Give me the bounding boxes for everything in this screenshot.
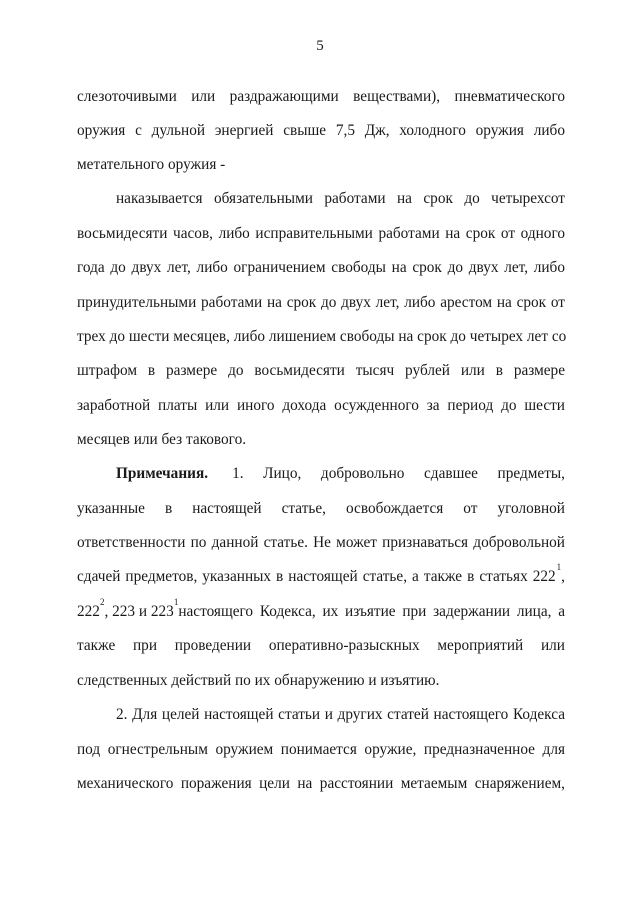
- note-heading: Примечания.: [116, 465, 209, 482]
- text-line: метательного оружия -: [77, 156, 226, 173]
- text-line: ответственности по данной статье. Не может признаваться добровольной: [77, 534, 565, 551]
- text-fragment: настоящего Кодекса, их изъятие при задержании лица, а: [178, 603, 565, 620]
- text-line: восьмидесяти часов, либо исправительными работами на срок от одного: [77, 225, 565, 242]
- text-line: под огнестрельным оружием понимается оружие, предназначенное для: [77, 741, 565, 758]
- superscript: 2: [99, 597, 105, 607]
- text-line: оружия с дульной энергией свыше 7,5 Дж, холодного оружия либо: [77, 122, 565, 139]
- text-fragment: 222: [77, 603, 100, 620]
- note-first-line: [116, 464, 565, 484]
- text-line: года до двух лет, либо ограничением свободы на срок до двух лет, либо: [77, 259, 565, 276]
- text-line: слезоточивыми или раздражающими веществами), пневматического: [77, 88, 565, 105]
- text-line: [77, 562, 565, 587]
- superscript: 1: [173, 597, 179, 607]
- text-fragment: ,: [561, 568, 565, 585]
- text-line: 2. Для целей настоящей статьи и других статей настоящего Кодекса: [116, 706, 565, 723]
- text-line: принудительными работами на срок до двух лет, либо арестом на срок от: [77, 294, 565, 311]
- note-text: 1. Лицо, добровольно сдавшее предметы,: [232, 465, 565, 482]
- text-fragment: сдачей предметов, указанных в настоящей статье, а также в статьях 222: [77, 568, 556, 585]
- text-line: наказывается обязательными работами на срок до четырехсот: [116, 190, 565, 207]
- text-line: также при проведении оперативно-разыскных мероприятий или: [77, 637, 565, 654]
- text-line: месяцев или без такового.: [77, 431, 247, 448]
- text-line: штрафом в размере до восьмидесяти тысяч рублей или в размере: [77, 362, 565, 379]
- text-line: указанные в настоящей статье, освобождается от уголовной: [77, 500, 565, 517]
- text-line: трех до шести месяцев, либо лишением свободы на срок до четырех лет со: [77, 328, 567, 345]
- page-number: 5: [316, 38, 324, 54]
- text-line: заработной платы или иного дохода осужденного за период до шести: [77, 397, 565, 414]
- text-line: [77, 597, 565, 622]
- text-line: механического поражения цели на расстоянии метаемым снаряжением,: [77, 775, 565, 792]
- superscript: 1: [556, 562, 562, 572]
- text-line: следственных действий по их обнаружению и изъятию.: [77, 672, 440, 689]
- text-fragment: , 223 и 223: [104, 603, 174, 620]
